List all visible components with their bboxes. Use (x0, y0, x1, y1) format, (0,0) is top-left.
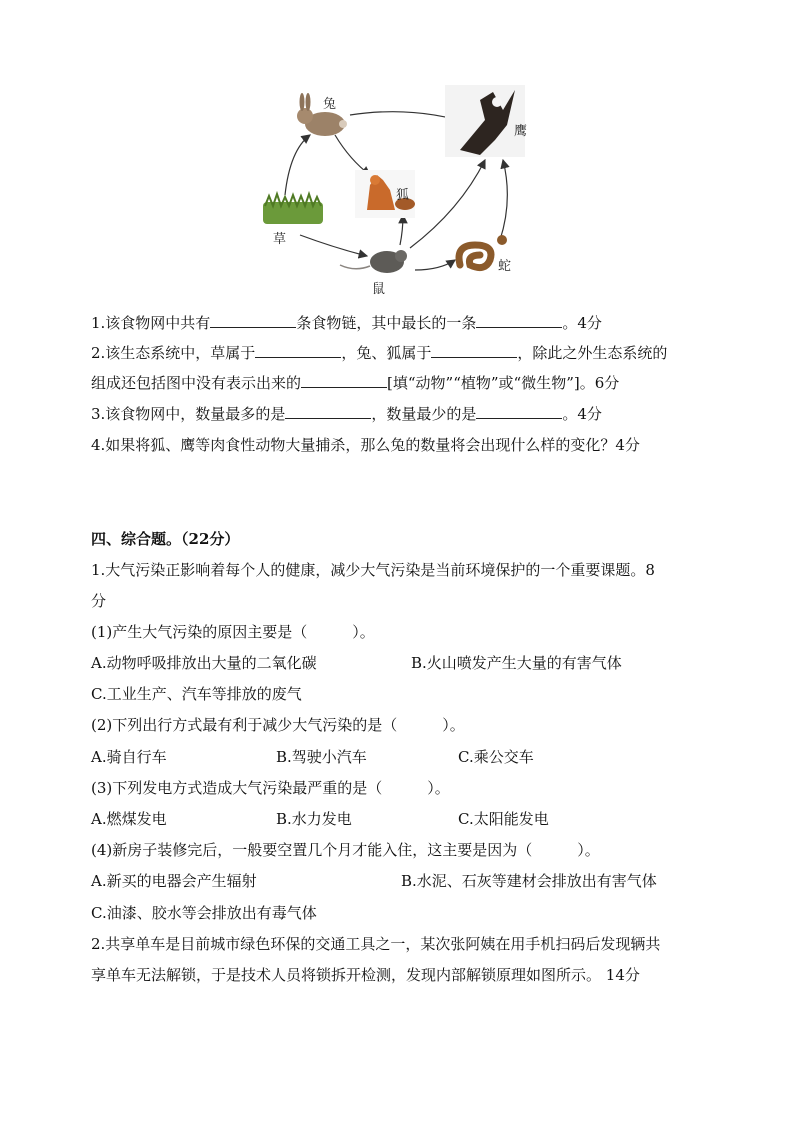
answer-blank[interactable] (431, 342, 517, 358)
q1-sub1-option-c[interactable]: C.工业生产、汽车等排放的废气 (91, 685, 302, 703)
rabbit-illustration (297, 93, 347, 136)
answer-blank[interactable] (476, 312, 562, 328)
arrow-mouse-eagle (410, 160, 485, 248)
question-text: 4.如果将狐、鹰等肉食性动物大量捕杀，那么兔的数量将会出现什么样的变化？4分 (91, 436, 640, 454)
q1-sub4-option-b[interactable]: B.水泥、石灰等建材会排放出有害气体 (401, 872, 657, 890)
label-rabbit: 兔 (323, 97, 337, 112)
arrow-rabbit-fox (335, 135, 370, 175)
label-mouse: 鼠 (372, 282, 386, 297)
food-web-svg (255, 80, 528, 295)
question-text: 1.该食物网中共有 (91, 314, 211, 332)
question-3-3 (91, 403, 602, 424)
q1-sub1-option-a[interactable]: A.动物呼吸排放出大量的二氧化碳 (91, 654, 317, 672)
question-text: 3.该食物网中，数量最多的是 (91, 405, 286, 423)
question-text: 。4分 (562, 314, 602, 332)
question-text: 条食物链，其中最长的一条 (296, 314, 477, 332)
q1-sub1-option-b[interactable]: B.火山喷发产生大量的有害气体 (411, 654, 622, 672)
q1-line2: 分 (91, 592, 107, 610)
section-4-title: 四、综合题。（22分） (91, 530, 240, 548)
question-3-1 (91, 312, 602, 333)
answer-blank[interactable] (285, 403, 371, 419)
q1-sub2-option-c[interactable]: C.乘公交车 (458, 748, 534, 766)
answer-blank[interactable] (255, 342, 341, 358)
question-text: 组成还包括图中没有表示出来的 (91, 374, 302, 392)
q1-sub3-option-a[interactable]: A.燃煤发电 (91, 810, 167, 828)
question-3-4 (91, 435, 640, 455)
question-text: 2.该生态系统中，草属于 (91, 344, 256, 362)
q1-sub4: (4)新房子装修完后，一般要空置几个月才能入住，这主要是因为（ ）。 (91, 841, 600, 859)
q1-sub2-option-b[interactable]: B.驾驶小汽车 (276, 748, 367, 766)
q1-sub3-option-c[interactable]: C.太阳能发电 (458, 810, 549, 828)
arrow-snake-eagle (500, 160, 507, 240)
answer-blank[interactable] (301, 372, 387, 388)
q1-sub2-option-a[interactable]: A.骑自行车 (91, 748, 167, 766)
grass-illustration (263, 194, 323, 224)
question-text: ，除此之外生态系统的 (517, 344, 668, 362)
answer-blank[interactable] (476, 403, 562, 419)
q1-sub4-option-a[interactable]: A.新买的电器会产生辐射 (91, 872, 257, 890)
arrow-mouse-fox (400, 215, 403, 245)
q1-line1: 1.大气污染正影响着每个人的健康，减少大气污染是当前环境保护的一个重要课题。8 (91, 561, 655, 579)
label-eagle: 鹰 (514, 124, 528, 139)
q1-sub3: (3)下列发电方式造成大气污染最严重的是（ ）。 (91, 779, 450, 797)
label-fox: 狐 (396, 188, 410, 203)
arrow-grass-mouse (300, 235, 367, 256)
q2-line2: 享单车无法解锁，于是技术人员将锁拆开检测，发现内部解锁原理如图所示。 14分 (91, 966, 640, 984)
arrow-grass-rabbit (285, 135, 310, 195)
label-snake: 蛇 (498, 259, 512, 274)
arrow-mouse-snake (415, 260, 455, 270)
question-text: [填“动物”“植物”或“微生物”]。6分 (387, 374, 620, 392)
q1-sub1: (1)产生大气污染的原因主要是（ ）。 (91, 623, 375, 641)
mouse-illustration (340, 250, 407, 273)
question-text: 。4分 (562, 405, 602, 423)
q1-sub4-option-c[interactable]: C.油漆、胶水等会排放出有毒气体 (91, 904, 317, 922)
label-grass: 草 (273, 232, 287, 247)
question-3-2 (91, 342, 667, 363)
q2-line1: 2.共享单车是目前城市绿色环保的交通工具之一，某次张阿姨在用手机扫码后发现辆共 (91, 935, 661, 953)
question-3-2-cont (91, 372, 619, 393)
q1-sub2: (2)下列出行方式最有利于减少大气污染的是（ ）。 (91, 716, 465, 734)
question-text: ，兔、狐属于 (341, 344, 432, 362)
question-text: ，数量最少的是 (371, 405, 477, 423)
q1-sub3-option-b[interactable]: B.水力发电 (276, 810, 352, 828)
eagle-illustration (445, 85, 528, 157)
answer-blank[interactable] (210, 312, 296, 328)
food-web-diagram (255, 80, 528, 297)
